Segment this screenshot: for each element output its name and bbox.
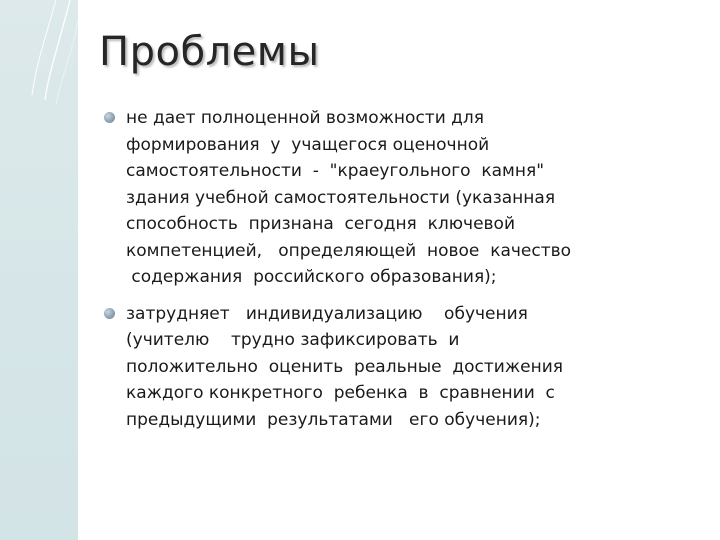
bullet-line: компетенцией, определяющей новое качество <box>126 240 572 261</box>
bullet-line: содержания российского образования); <box>126 267 497 287</box>
bullet-dot-icon <box>104 112 115 123</box>
bullet-item <box>104 301 694 434</box>
bullet-line: формирования у учащегося оценочной <box>126 134 490 155</box>
bullet-list <box>104 105 694 443</box>
bullet-dot-icon <box>104 308 115 319</box>
bullet-item <box>104 105 694 291</box>
bullet-line: затрудняет индивидуализацию обучения <box>126 303 528 324</box>
bullet-line: положительно оценить реальные достижения <box>126 356 564 377</box>
bullet-line: предыдущими результатами его обучения); <box>126 409 541 430</box>
bullet-line: (учителю трудно зафиксировать и <box>126 330 460 350</box>
slide-title: Проблемы <box>99 29 320 75</box>
bullet-line: здания учебной самостоятельности (указанная <box>126 187 556 208</box>
bullet-line: каждого конкретного ребенка в сравнении с <box>126 383 555 403</box>
bullet-line: не дает полноценной возможности для <box>126 108 484 128</box>
bullet-line: самостоятельности - "краеугольного камня" <box>126 161 545 181</box>
bullet-line: способность признана сегодня ключевой <box>126 214 516 234</box>
